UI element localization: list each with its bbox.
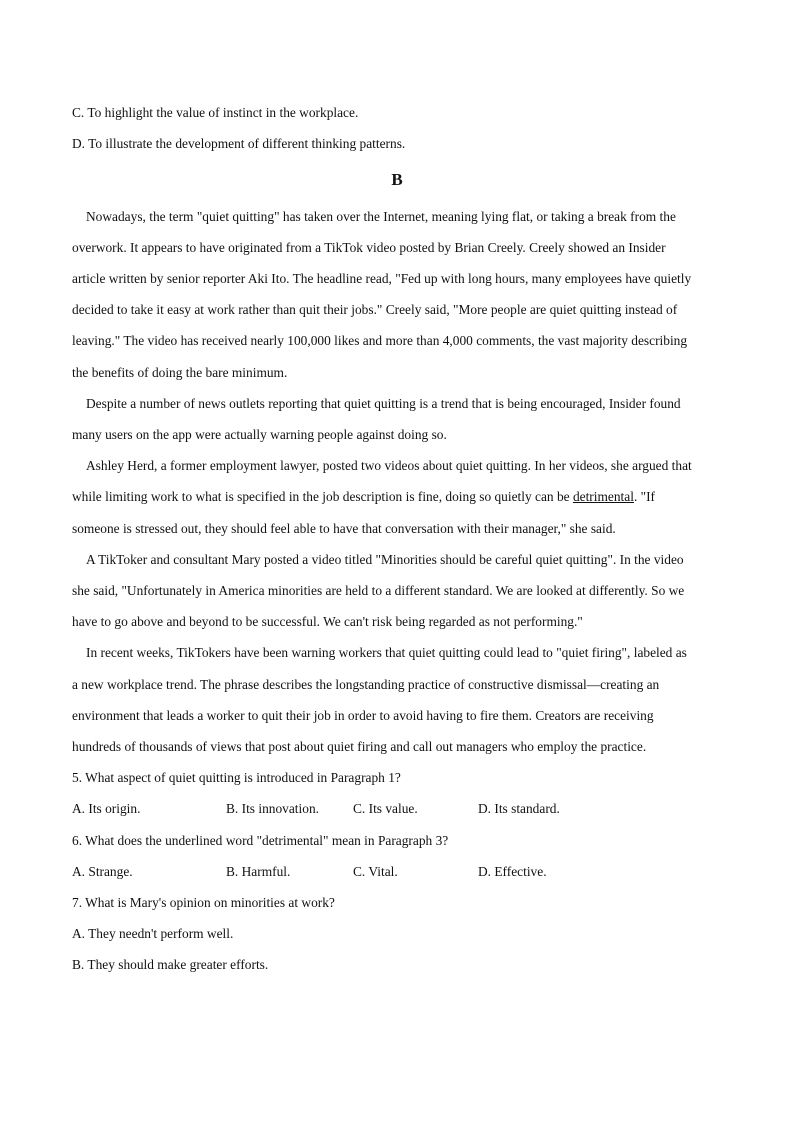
question-5-stem: 5. What aspect of quiet quitting is introduced in Paragraph 1?: [72, 770, 401, 785]
paragraph-5-line: In recent weeks, TikTokers have been warning workers that quiet quitting could lead to "quiet firing", labeled as: [86, 645, 687, 660]
question-7-option-a: A. They needn't perform well.: [72, 926, 234, 941]
paragraph-5-line: hundreds of thousands of views that post about quiet firing and call out managers who employ the practice.: [72, 739, 647, 754]
paragraph-3-text: while limiting work to what is specified in the job description is fine, doing so quietly can be: [72, 489, 573, 504]
paragraph-1-line: the benefits of doing the bare minimum.: [72, 365, 288, 380]
question-7-stem: 7. What is Mary's opinion on minorities at work?: [72, 895, 335, 910]
paragraph-5-line: environment that leads a worker to quit their job in order to avoid having to fire them. Creators are receiving: [72, 708, 654, 723]
option-c-previous: C. To highlight the value of instinct in the workplace.: [72, 105, 359, 120]
paragraph-5-line: a new workplace trend. The phrase describes the longstanding practice of constructive dismissal—creating an: [72, 677, 660, 692]
paragraph-2-line: many users on the app were actually warning people against doing so.: [72, 427, 447, 442]
paragraph-3-line: Ashley Herd, a former employment lawyer, posted two videos about quiet quitting. In her videos, she argued that: [86, 458, 692, 473]
paragraph-1-line: overwork. It appears to have originated from a TikTok video posted by Brian Creely. Creely showed an Insider: [72, 240, 666, 255]
paragraph-3-line: someone is stressed out, they should feel able to have that conversation with their manager," she said.: [72, 521, 616, 536]
question-5-option-c: C. Its value.: [353, 801, 418, 816]
paragraph-3-text: . "If: [633, 489, 656, 504]
question-6-option-a: A. Strange.: [72, 864, 133, 879]
paragraph-4-line: she said, "Unfortunately in America minorities are held to a different standard. We are looked at differently. So we: [72, 583, 685, 598]
option-d-previous: D. To illustrate the development of different thinking patterns.: [72, 136, 406, 151]
paragraph-1-line: Nowadays, the term "quiet quitting" has taken over the Internet, meaning lying flat, or taking a break from the: [86, 209, 676, 224]
paragraph-1-line: decided to take it easy at work rather than quit their jobs." Creely said, "More people are quiet quitting instead of: [72, 302, 678, 317]
paragraph-1-line: article written by senior reporter Aki Ito. The headline read, "Fed up with long hours, many employees have quietly: [72, 271, 692, 286]
question-5-option-b: B. Its innovation.: [226, 801, 319, 816]
question-6-option-b: B. Harmful.: [226, 864, 291, 879]
question-6-option-c: C. Vital.: [353, 864, 398, 879]
question-6-option-d: D. Effective.: [478, 864, 547, 879]
question-5-option-a: A. Its origin.: [72, 801, 141, 816]
paragraph-1-line: leaving." The video has received nearly 100,000 likes and more than 4,000 comments, the vast majority describing: [72, 333, 688, 348]
paragraph-4-line: have to go above and beyond to be successful. We can't risk being regarded as not performing.": [72, 614, 583, 629]
question-5-option-d: D. Its standard.: [478, 801, 560, 816]
paragraph-4-line: A TikToker and consultant Mary posted a video titled "Minorities should be careful quiet quitting". In the video: [86, 552, 684, 567]
section-heading: B: [391, 170, 403, 189]
question-6-stem: 6. What does the underlined word "detrimental" mean in Paragraph 3?: [72, 833, 449, 848]
underlined-word-detrimental: detrimental: [572, 489, 634, 504]
question-7-option-b: B. They should make greater efforts.: [72, 957, 269, 972]
paragraph-2-line: Despite a number of news outlets reporting that quiet quitting is a trend that is being encouraged, Insider found: [86, 396, 681, 411]
paragraph-3-line: [72, 488, 732, 506]
